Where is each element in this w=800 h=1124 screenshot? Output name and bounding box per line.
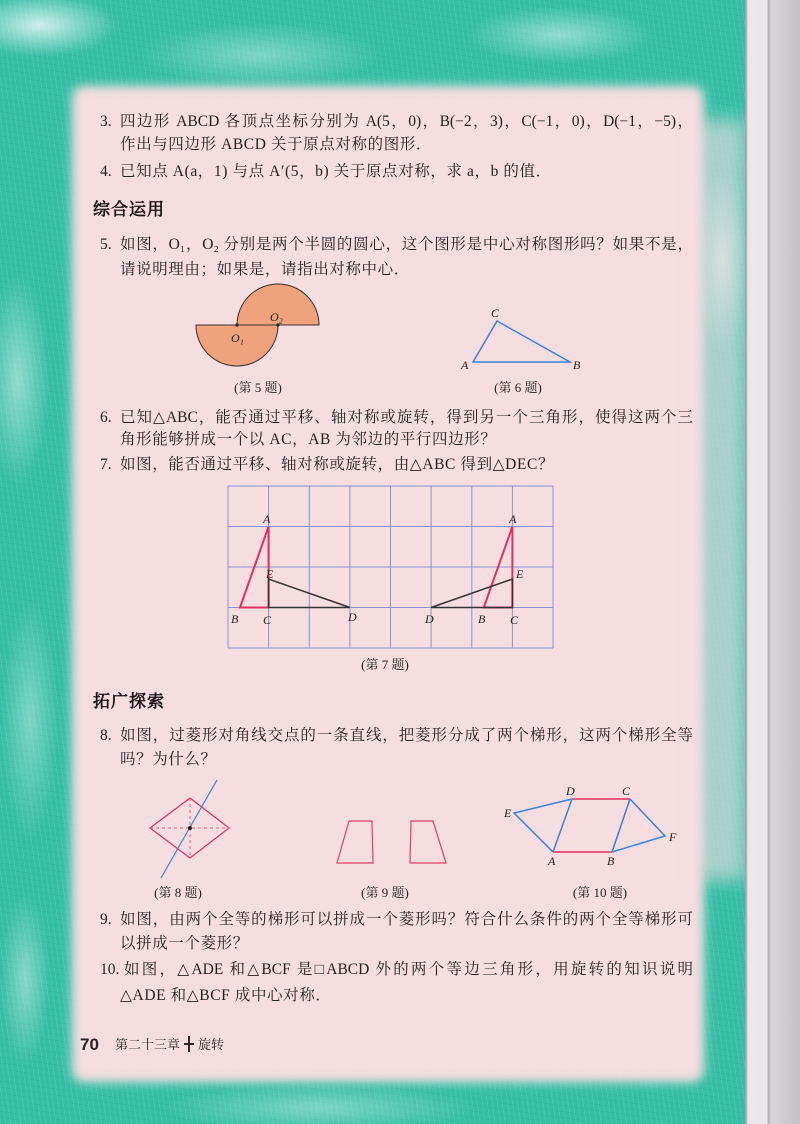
problem-number: 8. — [100, 727, 112, 744]
right-label-b: B — [478, 612, 486, 626]
figure-5-semicircles — [196, 284, 319, 366]
figure-6-triangle — [460, 306, 581, 372]
problem-5-line-1: 如图，O₁，O₂ 分别是两个半圆的圆心，这个图形是中心对称图形吗？如果不是， — [120, 236, 693, 253]
figure-8-caption: (第 8 题) — [154, 885, 202, 900]
problem-number: 3. — [100, 113, 112, 130]
figure-8-rhombus — [150, 780, 229, 878]
figure-7-caption: (第 7 题) — [361, 657, 409, 672]
figure-10-caption: (第 10 题) — [572, 885, 628, 900]
label-b: B — [573, 358, 581, 372]
triangle-ade — [514, 799, 572, 852]
section-heading-extended: 拓广探索 — [93, 692, 165, 712]
section-heading-applied: 综合运用 — [93, 200, 165, 220]
triangle-abc — [473, 321, 570, 362]
triangle-bcf — [612, 799, 665, 852]
problem-number: 4. — [100, 163, 112, 180]
left-label-c: C — [263, 613, 272, 627]
label-c: C — [491, 306, 500, 320]
figure-5-caption: (第 5 题) — [234, 380, 282, 395]
problem-6-line-1: 已知△ABC，能否通过平移、轴对称或旋转，得到另一个三角形，使得这两个三 — [120, 409, 693, 426]
right-trapezoid — [410, 821, 446, 863]
problem-number: 6. — [100, 409, 112, 426]
problem-6-line-2: 角形能够拼成一个以 AC，AB 为邻边的平行四边形？ — [120, 431, 497, 448]
figure-7-grid — [228, 486, 553, 648]
label-o1: O₁ — [231, 331, 244, 345]
problem-number: 5. — [100, 236, 112, 253]
figure-9-caption: (第 9 题) — [361, 885, 409, 900]
label-c: C — [622, 784, 631, 798]
left-label-a: A — [263, 512, 271, 526]
figure-10-parallelogram — [503, 784, 677, 868]
problem-3-line-1: 四边形 ABCD 各顶点坐标分别为 A(5，0)，B(−2，3)，C(−1，0)，D(−1，−5)， — [120, 113, 693, 130]
label-a: A — [461, 358, 469, 372]
problem-5-line-2: 请说明理由；如果是，请指出对称中心． — [120, 261, 410, 278]
problem-9-line-1: 如图，由两个全等的梯形可以拼成一个菱形吗？符合什么条件的两个全等梯形可 — [120, 911, 693, 928]
problem-3-line-2: 作出与四边形 ABCD 关于原点对称的图形． — [120, 136, 433, 153]
problem-9-line-2: 以拼成一个菱形？ — [120, 935, 249, 952]
side-ad — [553, 799, 572, 852]
problem-10-line-2: △ADE 和△BCF 成中心对称． — [120, 987, 332, 1004]
problem-number: 9. — [100, 911, 112, 928]
label-a: A — [548, 854, 556, 868]
problem-number: 7. — [100, 456, 112, 473]
left-label-b: B — [231, 612, 239, 626]
label-f: F — [669, 830, 677, 844]
chapter-label: 第二十三章 — [115, 1037, 181, 1052]
grid-lines — [228, 486, 553, 648]
page-number: 70 — [80, 1035, 99, 1054]
figure-9-trapezoids — [337, 821, 446, 863]
side-bc — [612, 799, 630, 852]
problem-7-line-1: 如图，能否通过平移、轴对称或旋转，由△ABC 得到△DEC？ — [120, 456, 555, 473]
center-point — [188, 826, 192, 830]
label-d: D — [566, 784, 575, 798]
chapter-title: 旋转 — [198, 1037, 225, 1052]
right-label-a: A — [509, 512, 517, 526]
label-e: E — [504, 806, 512, 820]
problem-8-line-2: 吗？为什么？ — [120, 751, 217, 768]
problem-4-line-1: 已知点 A(a，1) 与点 A′(5，b) 关于原点对称，求 a，b 的值． — [120, 163, 552, 180]
problem-10-line-1: 如图，△ADE 和△BCF 是□ABCD 外的两个等边三角形，用旋转的知识说明 — [124, 961, 693, 978]
right-label-e: E — [516, 567, 524, 581]
chapter-separator-icon — [184, 1036, 194, 1052]
left-trapezoid — [337, 821, 373, 863]
right-label-d: D — [425, 612, 434, 626]
label-b: B — [607, 854, 615, 868]
center-o1-point — [235, 323, 238, 326]
problem-8-line-1: 如图，过菱形对角线交点的一条直线，把菱形分成了两个梯形，这两个梯形全等 — [120, 727, 693, 744]
problem-number: 10. — [100, 961, 120, 978]
left-label-d: D — [348, 610, 357, 624]
left-label-e: E — [266, 567, 274, 581]
label-o2: O₂ — [270, 310, 283, 324]
right-label-c: C — [510, 613, 519, 627]
figure-6-caption: (第 6 题) — [494, 380, 542, 395]
